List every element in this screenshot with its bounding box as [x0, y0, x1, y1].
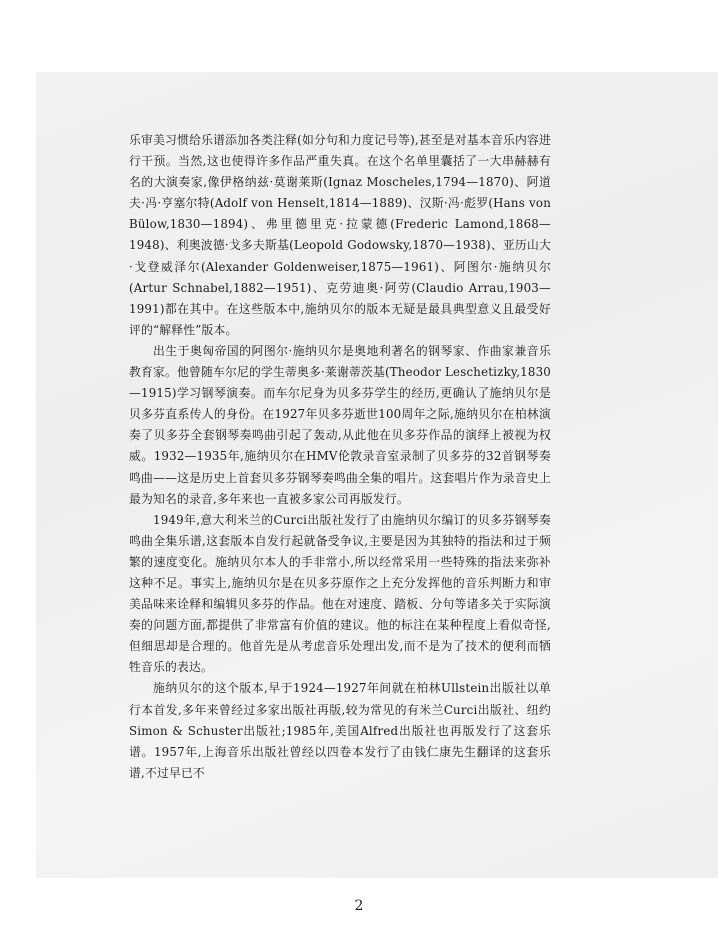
body-text [129, 130, 551, 784]
paragraph-2: 出生于奥匈帝国的阿图尔·施纳贝尔是奥地利著名的钢琴家、作曲家兼音乐教育家。他曾随车尔尼的学生蒂奥多·莱谢蒂茨基(Theodor Leschetizky,1830—1915)学习钢琴演奏。而车尔尼身为贝多芬学生的经历,更确认了施纳贝尔是贝多芬直系传人的身份。在1927年贝多芬逝世100周年之际,施纳贝尔在柏林演奏了贝多芬全套钢琴奏鸣曲引起了轰动,从此他在贝多芬作品的演绎上被视为权威。1932—1935年,施纳贝尔在HMV伦敦录音室录制了贝多芬的32首钢琴奏鸣曲——这是历史上首套贝多芬钢琴奏鸣曲全集的唱片。这套唱片作为录音史上最为知名的录音,多年来也一直被多家公司再版发行。 [129, 343, 551, 506]
paragraph-4: 施纳贝尔的这个版本,早于1924—1927年间就在柏林Ullstein出版社以单行本首发,多年来曾经过多家出版社再版,较为常见的有米兰Curci出版社、纽约Simon & Schuster出版社;1985年,美国Alfred出版社也再版发行了这套乐谱。1957年,上海音乐出版社曾经以四卷本发行了由钱仁康先生翻译的这套乐谱,不过早已不 [129, 681, 551, 780]
paragraph-3: 1949年,意大利米兰的Curci出版社发行了由施纳贝尔编订的贝多芬钢琴奏鸣曲全集乐谱,这套版本自发行起就备受争议,主要是因为其独特的指法和过于频繁的速度变化。施纳贝尔本人的手非常小,所以经常采用一些特殊的指法来弥补这种不足。事实上,施纳贝尔是在贝多芬原作之上充分发挥他的音乐判断力和审美品味来诠释和编辑贝多芬的作品。他在对速度、踏板、分句等诸多关于实际演奏的问题方面,都提供了非常富有价值的建议。他的标注在某种程度上看似奇怪,但细思却是合理的。他首先是从考虑音乐处理出发,而不是为了技术的便利而牺牲音乐的表达。 [129, 512, 551, 675]
paragraph-1: 乐审美习惯给乐谱添加各类注释(如分句和力度记号等),甚至是对基本音乐内容进行干预。当然,这也使得许多作品严重失真。在这个名单里囊括了一大串赫赫有名的大演奏家,像伊格纳兹·莫谢莱斯(Ignaz Moscheles,1794—1870)、阿道夫·冯·亨塞尔特(Adolf von Henselt,1814—1889)、汉斯·冯·彪罗(Hans von Bülow,1830—1894)、弗里德里克·拉蒙德(Frederic Lamond,1868—1948)、利奥波德·戈多夫斯基(Leopold Godowsky,1870—1938)、亚历山大·戈登威泽尔(Alexander Goldenweiser,1875—1961)、阿图尔·施纳贝尔(Artur Schnabel,1882—1951)、克劳迪奥·阿劳(Claudio Arrau,1903—1991)都在其中。在这些版本中,施纳贝尔的版本无疑是最具典型意义且最受好评的“解释性”版本。 [129, 133, 551, 337]
page-number: 2 [354, 898, 364, 914]
